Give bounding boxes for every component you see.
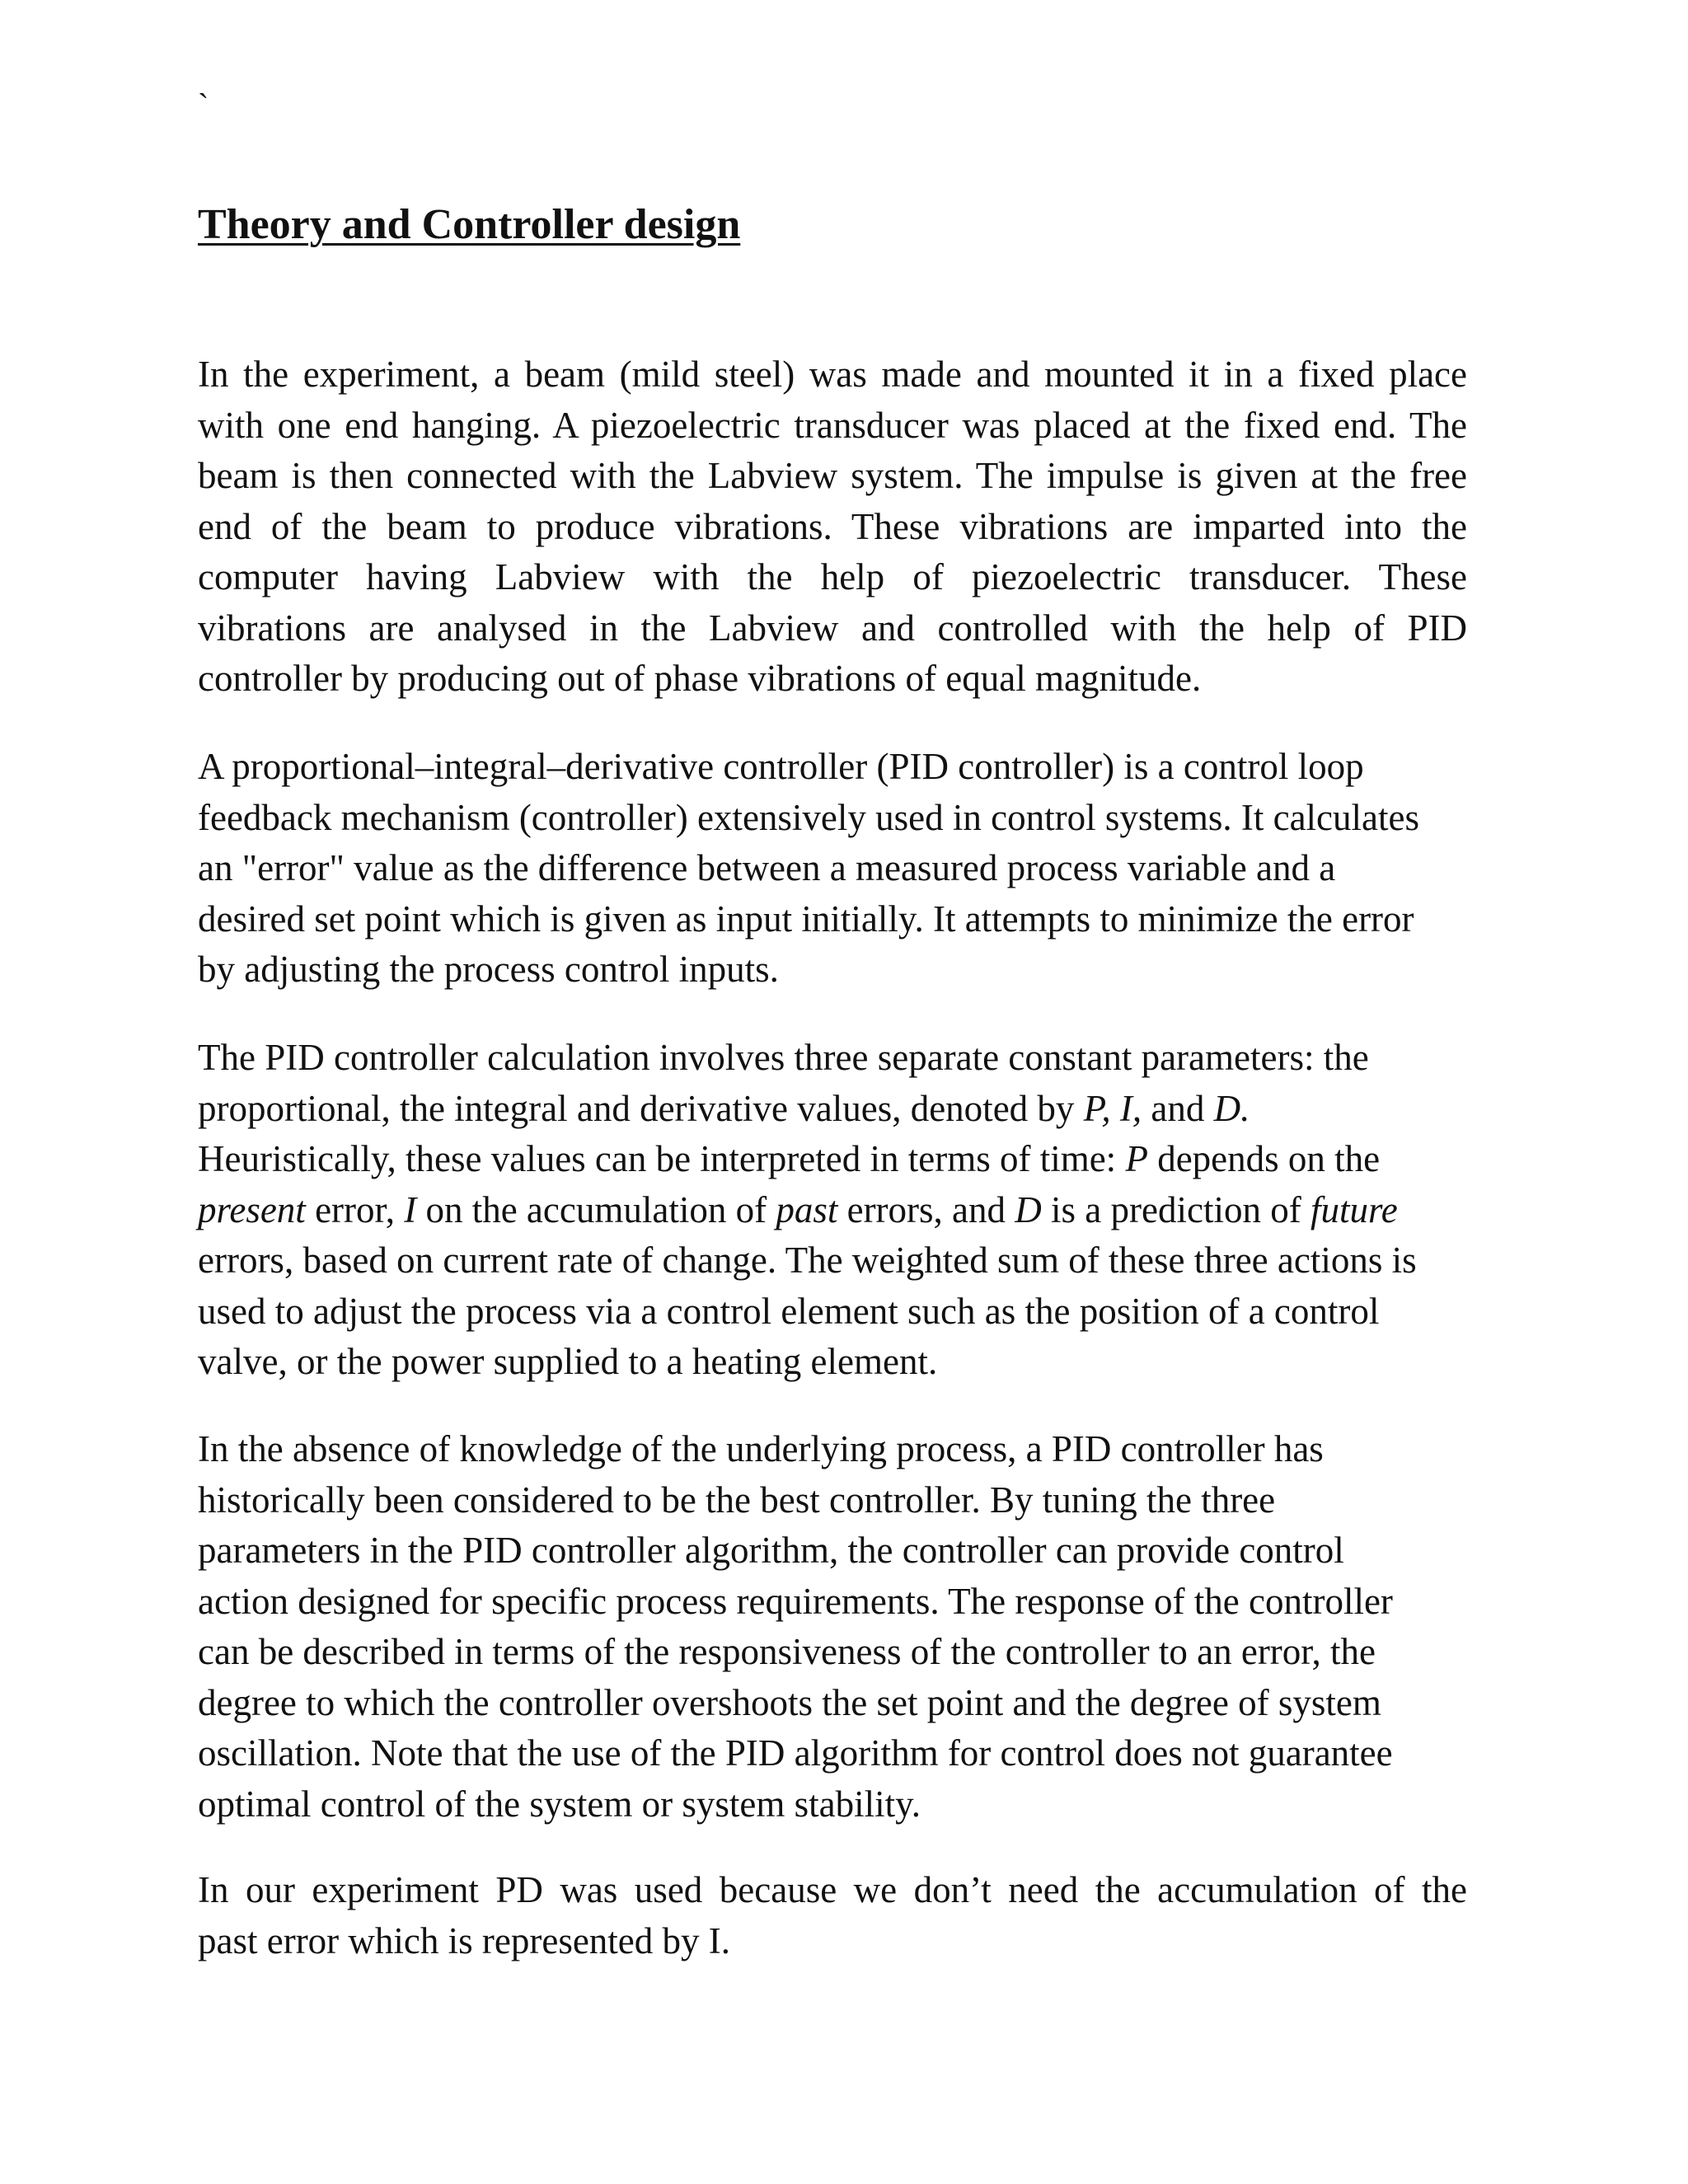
stray-mark: ` (198, 87, 209, 124)
text-line: degree to which the controller overshoots the set point and the degree of system (198, 1681, 1381, 1723)
text-run: depends on the (1147, 1138, 1381, 1179)
text-run: Heuristically, these values can be interpreted in terms of time: (198, 1138, 1126, 1179)
section-title: Theory and Controller design (198, 201, 741, 248)
text-line: valve, or the power supplied to a heating element. (198, 1341, 938, 1382)
italic-term-d: D. (1213, 1087, 1250, 1129)
text-line: vibrations are analysed in the Labview and controlled with the help of PID (198, 607, 1467, 649)
text-line: errors, based on current rate of change. The weighted sum of these three actions is (198, 1240, 1417, 1281)
paragraph-pid-parameters (198, 1033, 1467, 1388)
text-line: feedback mechanism (controller) extensively used in control systems. It calculates (198, 796, 1419, 838)
text-line: can be described in terms of the responsiveness of the controller to an error, the (198, 1631, 1376, 1672)
text-line: historically been considered to be the best controller. By tuning the three (198, 1479, 1276, 1521)
text-line: controller by producing out of phase vibrations of equal magnitude. (198, 658, 1202, 699)
text-line: parameters in the PID controller algorithm, the controller can provide control (198, 1530, 1344, 1571)
text-run: is a prediction of (1041, 1188, 1311, 1230)
paragraph-pid-definition (198, 742, 1467, 996)
italic-term-i: I (404, 1188, 417, 1230)
text-line (198, 1134, 1467, 1185)
italic-term-present: present (198, 1188, 306, 1230)
paragraph-pid-tuning (198, 1424, 1467, 1830)
italic-term-i: I, (1119, 1087, 1142, 1129)
text-line: desired set point which is given as input initially. It attempts to minimize the error (198, 898, 1414, 940)
text-run: and (1142, 1087, 1214, 1129)
text-run: proportional, the integral and derivative values, denoted by (198, 1087, 1084, 1129)
text-line (198, 1185, 1467, 1236)
text-line: optimal control of the system or system stability. (198, 1783, 921, 1825)
text-line: end of the beam to produce vibrations. These vibrations are imparted into the (198, 505, 1467, 547)
paragraph-experiment (198, 349, 1467, 705)
text-line: oscillation. Note that the use of the PID algorithm for control does not guarantee (198, 1732, 1393, 1774)
text-line: action designed for specific process requirements. The response of the controller (198, 1580, 1393, 1622)
text-line: past error which is represented by I. (198, 1919, 731, 1961)
text-line: In the experiment, a beam (mild steel) was made and mounted it in a fixed place (198, 354, 1467, 395)
italic-term-past: past (776, 1188, 838, 1230)
text-line: with one end hanging. A piezoelectric transducer was placed at the fixed end. The (198, 404, 1467, 446)
text-line: The PID controller calculation involves three separate constant parameters: the (198, 1037, 1369, 1078)
text-line: beam is then connected with the Labview system. The impulse is given at the free (198, 455, 1467, 496)
text-line: In the absence of knowledge of the underlying process, a PID controller has (198, 1428, 1324, 1469)
italic-term-d: D (1015, 1188, 1042, 1230)
text-run: error, (305, 1188, 405, 1230)
text-line (198, 1084, 1467, 1135)
italic-term-future: future (1310, 1188, 1398, 1230)
text-line: computer having Labview with the help of piezoelectric transducer. These (198, 556, 1467, 598)
text-run: on the accumulation of (416, 1188, 776, 1230)
text-run: errors, and (837, 1188, 1015, 1230)
italic-term-p: P, (1083, 1087, 1111, 1129)
text-line: by adjusting the process control inputs. (198, 949, 779, 990)
paragraph-pd-choice (198, 1865, 1467, 1966)
text-line: an "error" value as the difference between a measured process variable and a (198, 847, 1336, 888)
text-line: In our experiment PD was used because we don’t need the accumulation of the (198, 1869, 1467, 1910)
italic-term-p: P (1125, 1138, 1148, 1179)
text-line: A proportional–integral–derivative controller (PID controller) is a control loop (198, 746, 1364, 787)
text-line: used to adjust the process via a control element such as the position of a control (198, 1290, 1380, 1332)
